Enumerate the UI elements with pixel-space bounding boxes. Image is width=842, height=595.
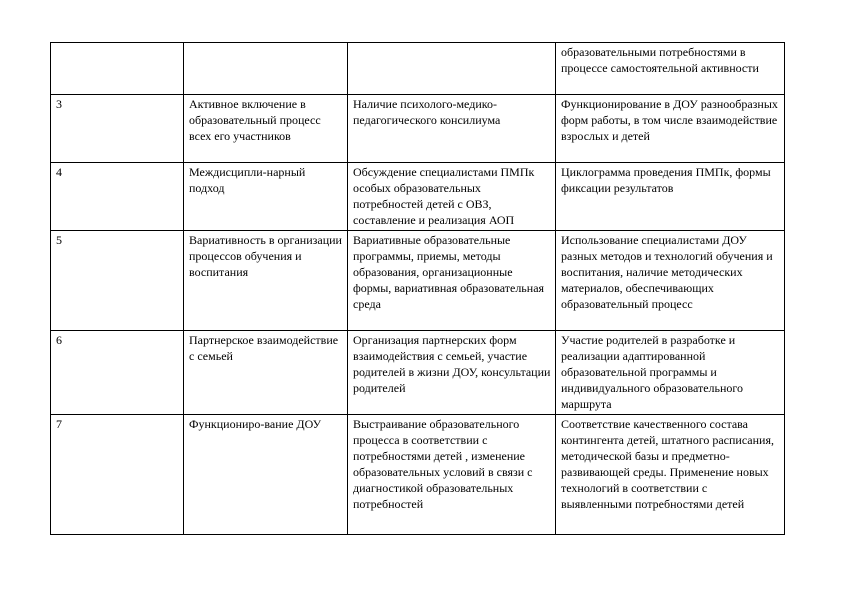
conditions-cell: Выстраивание образовательного процесса в соответствии с потребностями детей , изменение образовательных условий в связи с диагностикой образовательных потребностей xyxy=(348,415,556,535)
principle-cell: Партнерское взаимодействие с семьей xyxy=(184,331,348,415)
number-cell: 6 xyxy=(51,331,184,415)
principle-cell: Функциониро-вание ДОУ xyxy=(184,415,348,535)
number-cell: 7 xyxy=(51,415,184,535)
table-row xyxy=(51,331,785,415)
principles-table xyxy=(50,42,785,535)
result-cell: Функционирование в ДОУ разнообразных форм работы, в том числе взаимодействие взрослых и детей xyxy=(556,95,785,163)
principle-cell: Вариативность в организации процессов обучения и воспитания xyxy=(184,231,348,331)
principle-cell xyxy=(184,43,348,95)
table-row xyxy=(51,231,785,331)
number-cell xyxy=(51,43,184,95)
number-cell: 5 xyxy=(51,231,184,331)
principle-cell: Междисципли-нарный подход xyxy=(184,163,348,231)
result-cell: Участие родителей в разработке и реализации адаптированной образовательной программы и индивидуального образовательного маршрута xyxy=(556,331,785,415)
conditions-cell: Наличие психолого-медико-педагогического консилиума xyxy=(348,95,556,163)
number-cell: 4 xyxy=(51,163,184,231)
result-cell: образовательными потребностями в процессе самостоятельной активности xyxy=(556,43,785,95)
table-row xyxy=(51,43,785,95)
number-cell: 3 xyxy=(51,95,184,163)
conditions-cell: Обсуждение специалистами ПМПк особых образовательных потребностей детей с ОВЗ, составление и реализация АОП xyxy=(348,163,556,231)
conditions-cell: Вариативные образовательные программы, приемы, методы образования, организационные формы, вариативная образовательная среда xyxy=(348,231,556,331)
result-cell: Циклограмма проведения ПМПк, формы фиксации результатов xyxy=(556,163,785,231)
principle-cell: Активное включение в образовательный процесс всех его участников xyxy=(184,95,348,163)
conditions-cell xyxy=(348,43,556,95)
result-cell: Использование специалистами ДОУ разных методов и технологий обучения и воспитания, наличие методических материалов, обеспечивающих образовательный процесс xyxy=(556,231,785,331)
table-row xyxy=(51,415,785,535)
conditions-cell: Организация партнерских форм взаимодействия с семьей, участие родителей в жизни ДОУ, консультации родителей xyxy=(348,331,556,415)
table-row xyxy=(51,95,785,163)
table-row xyxy=(51,163,785,231)
result-cell: Соответствие качественного состава контингента детей, штатного расписания, методической базы и предметно-развивающей среды. Применение новых технологий в соответствии с выявленными потребностями детей xyxy=(556,415,785,535)
